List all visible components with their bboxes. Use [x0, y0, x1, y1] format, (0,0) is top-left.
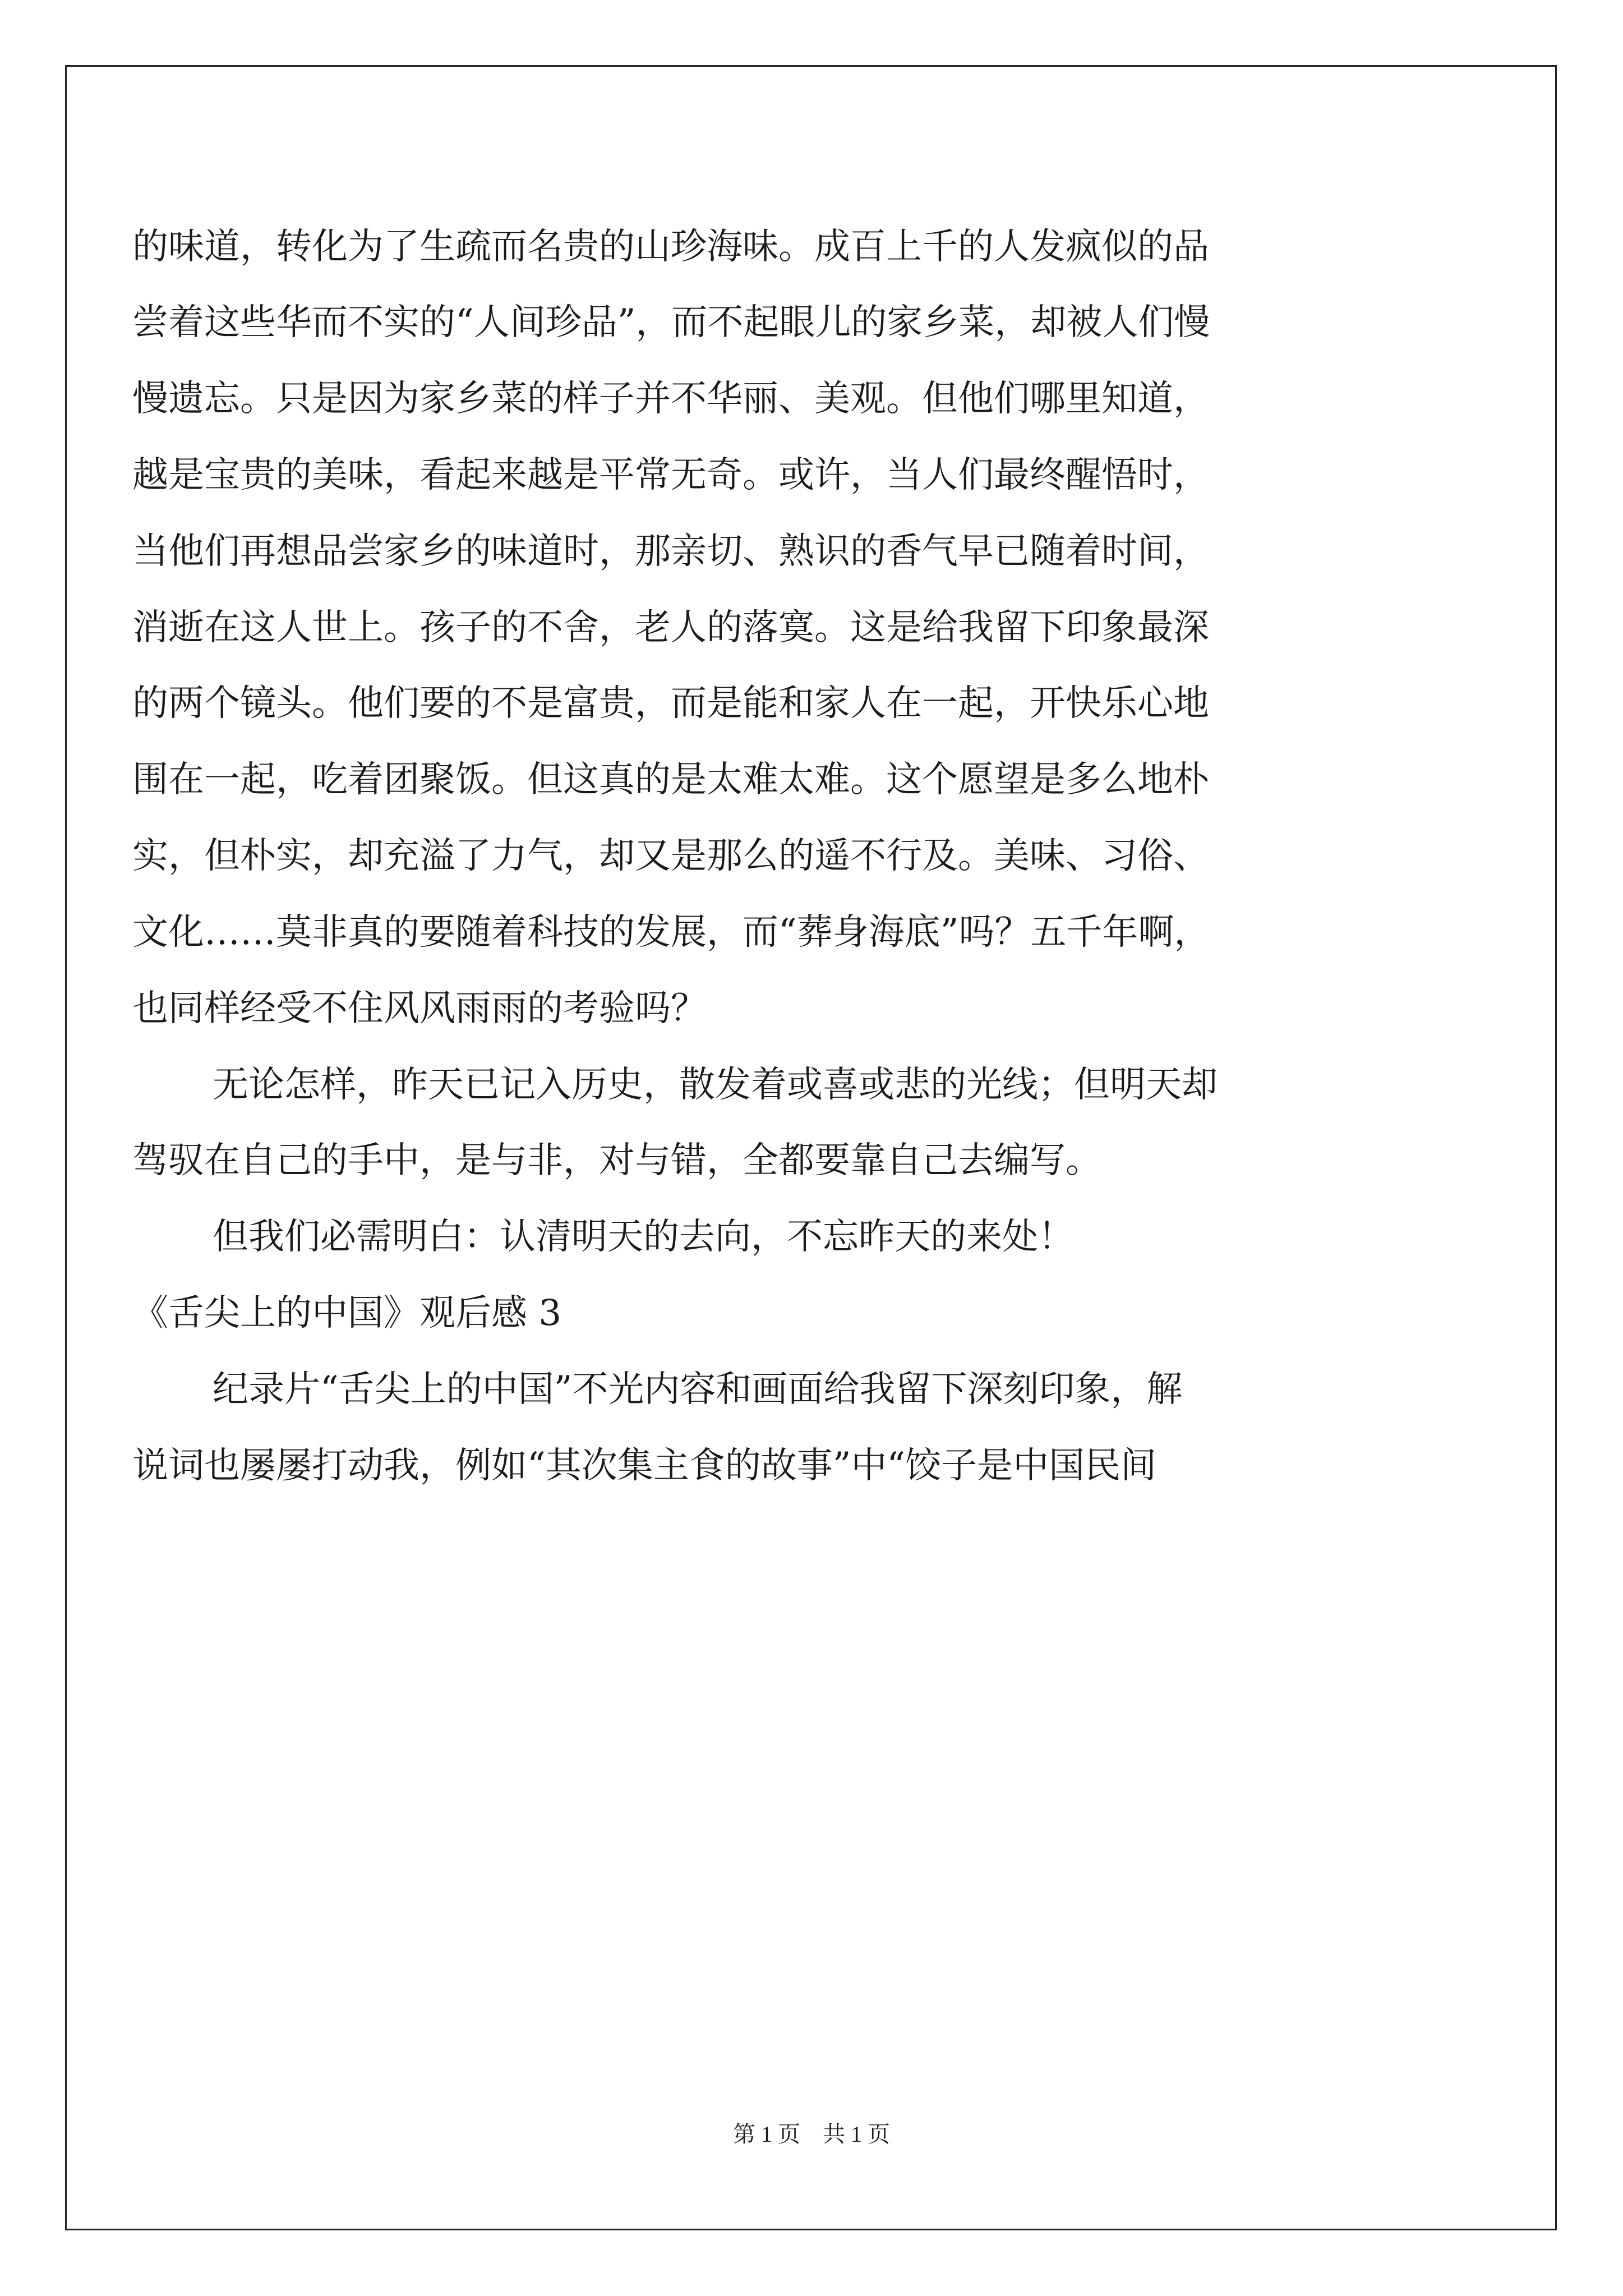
paragraph-first-line: 纪录片“舌尖上的中国”不光内容和画面给我留下深刻印象，解	[213, 1369, 1183, 1410]
text-line: 越是宝贵的美味，看起来越是平常无奇。或许，当人们最终醒悟时，	[132, 454, 1209, 496]
text-line: 慢遗忘。只是因为家乡菜的样子并不华丽、美观。但他们哪里知道，	[132, 378, 1209, 420]
paragraph-first-line: 但我们必需明白：认清明天的去向，不忘昨天的来处！	[213, 1216, 1074, 1258]
page-number: 第 1 页	[733, 2122, 800, 2147]
text-line: 实，但朴实，却充溢了力气，却又是那么的遥不行及。美味、习俗、	[132, 835, 1209, 877]
text-line: 尝着这些华而不实的“人间珍品”，而不起眼儿的家乡菜，却被人们慢	[132, 302, 1210, 343]
text-line: 消逝在这人世上。孩子的不舍，老人的落寞。这是给我留下印象最深	[132, 607, 1209, 648]
page-total: 共 1 页	[823, 2122, 890, 2147]
text-line: 也同样经受不住风风雨雨的考验吗？	[132, 988, 707, 1029]
text-line: 说词也屡屡打动我，例如“其次集主食的故事”中“饺子是中国民间	[132, 1445, 1157, 1487]
text-line: 文化……莫非真的要随着科技的发展，而“葬身海底”吗？五千年啊，	[132, 912, 1210, 953]
text-line: 驾驭在自己的手中，是与非，对与错，全都要靠自己去编写。	[132, 1140, 1101, 1181]
text-line: 当他们再想品尝家乡的味道时，那亲切、熟识的香气早已随着时间，	[132, 531, 1209, 572]
section-heading: 《舌尖上的中国》观后感 3	[132, 1292, 562, 1334]
text-line: 的味道，转化为了生疏而名贵的山珍海味。成百上千的人发疯似的品	[132, 226, 1209, 268]
text-line: 的两个镜头。他们要的不是富贵，而是能和家人在一起，开快乐心地	[132, 683, 1209, 724]
page-footer	[0, 2119, 1623, 2150]
paragraph-first-line: 无论怎样，昨天已记入历史，散发着或喜或悲的光线；但明天却	[213, 1064, 1218, 1106]
text-line: 围在一起，吃着团聚饭。但这真的是太难太难。这个愿望是多么地朴	[132, 759, 1209, 800]
